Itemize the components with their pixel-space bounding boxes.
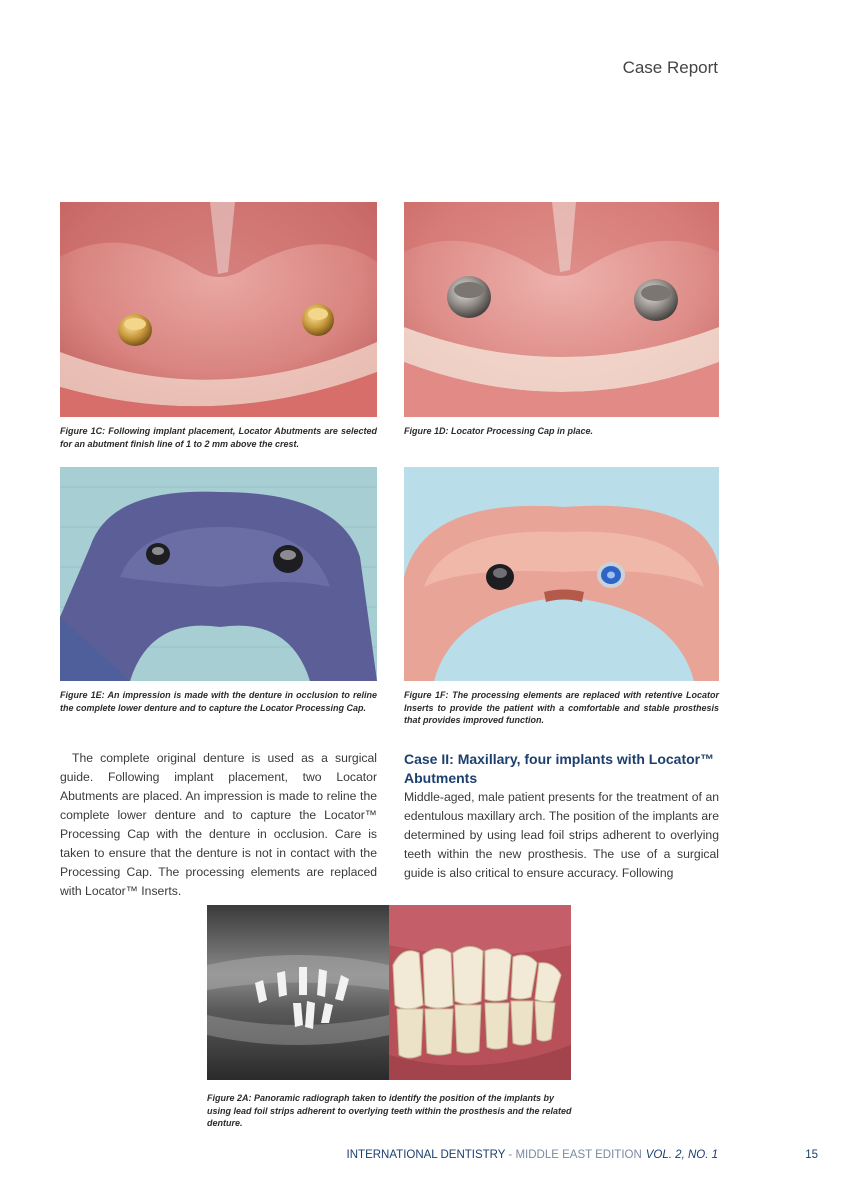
page-number: 15	[805, 1149, 818, 1161]
footer-journal	[300, 1149, 718, 1161]
case-ii-heading: Case II: Maxillary, four implants with Locator™ Abutments	[404, 751, 715, 786]
right-column-paragraph: Middle-aged, male patient presents for the treatment of an edentulous maxillary arch. The position of the implants are determined by using lead foil strips adherent to overlying teeth within the new prosthesis. The use of a surgical guide is also critical to ensure accuracy. Following	[404, 790, 719, 880]
section-label: Case Report	[622, 58, 718, 77]
footer-volume: VOL. 2, NO. 1	[645, 1149, 718, 1161]
figure-1e-caption: Figure 1E: An impression is made with the denture in occlusion to reline the complete lower denture and to capture the Locator Processing Cap.	[60, 690, 377, 713]
figure-2a-radiograph	[207, 905, 389, 1080]
footer-journal-name: INTERNATIONAL DENTISTRY	[346, 1149, 506, 1161]
figure-1c-photo	[60, 202, 377, 417]
figure-1d-caption: Figure 1D: Locator Processing Cap in place.	[404, 426, 594, 436]
figure-2a-denture-photo	[389, 905, 571, 1080]
left-column-paragraph: The complete original denture is used as a surgical guide. Following implant placement, two Locator Abutments are placed. An impression is made to reline the complete lower denture and to capture the Locator™ Processing Cap with the denture in occlusion. Care is taken to ensure that the denture is not in contact with the Processing Cap. The processing elements are replaced with Locator™ Inserts.	[60, 751, 377, 898]
figure-1f-photo	[404, 467, 719, 681]
figure-1c-caption: Figure 1C: Following implant placement, Locator Abutments are selected for an abutment finish line of 1 to 2 mm above the crest.	[60, 426, 377, 449]
figure-1d-photo	[404, 202, 719, 417]
figure-2a-caption: Figure 2A: Panoramic radiograph taken to identify the position of the implants by using lead foil strips adherent to overlying teeth within the prosthesis and the related denture.	[207, 1093, 572, 1128]
figure-1e-photo	[60, 467, 377, 681]
footer-edition: - MIDDLE EAST EDITION	[505, 1149, 642, 1161]
figure-1f-caption: Figure 1F: The processing elements are replaced with retentive Locator Inserts to provide the patient with a comfortable and stable prosthesis that provides improved function.	[404, 690, 719, 725]
